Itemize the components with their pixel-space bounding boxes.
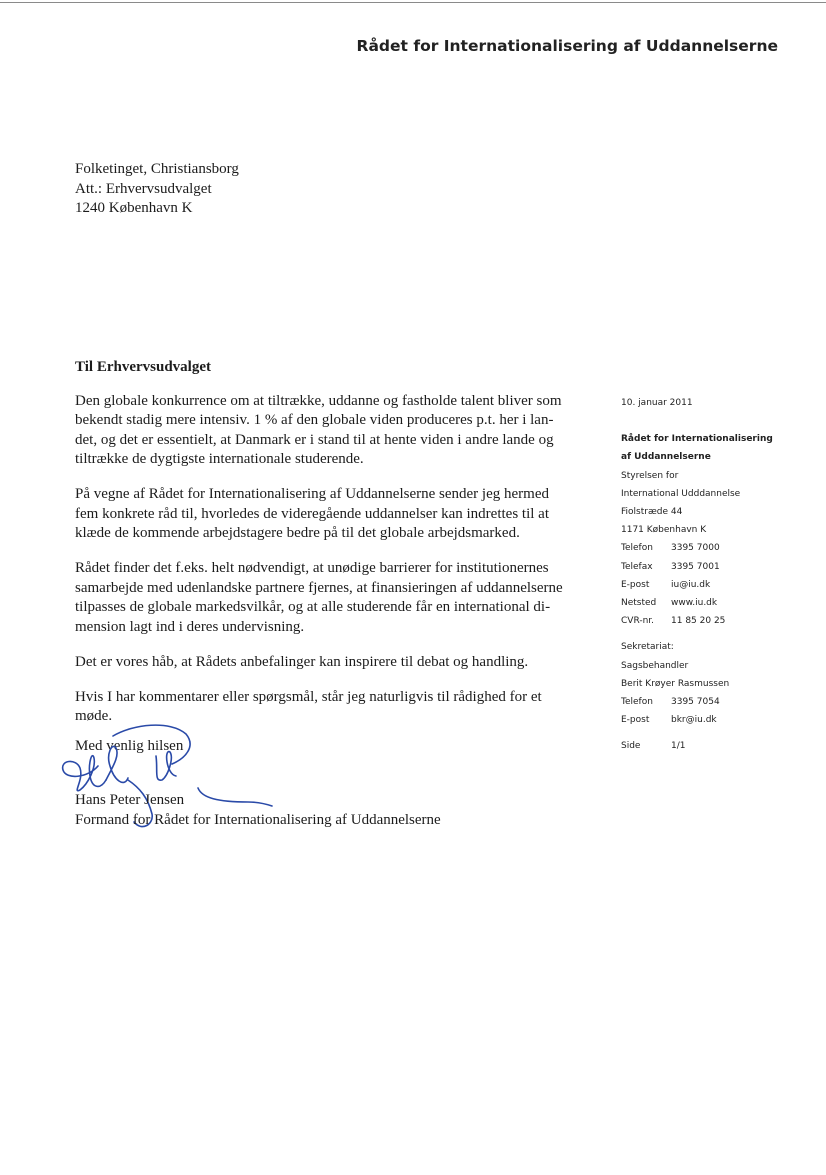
paragraph-line: Den globale konkurrence om at tiltrække, uddanne og fastholde talent bliver som [75, 392, 562, 409]
paragraph-line: møde. [75, 708, 113, 724]
recipient-line: Att.: Erhvervsudvalget [75, 180, 212, 197]
letter-date: 10. januar 2011 [621, 398, 693, 408]
page-value: 1/1 [671, 741, 686, 752]
signer-name: Hans Peter Jensen [75, 792, 185, 808]
contact-row [621, 558, 811, 576]
caseworker-name: Berit Krøyer Rasmussen [621, 678, 730, 689]
contact-row [621, 612, 811, 630]
caseworker-label: Sagsbehandler [621, 660, 689, 671]
sender-org-line: Rådet for Internationalisering [621, 434, 773, 445]
page-number-row [621, 737, 811, 755]
paragraph [75, 653, 595, 673]
contact-value: iu@iu.dk [671, 579, 711, 590]
contact-label: CVR-nr. [621, 616, 655, 627]
contact-value: 3395 7000 [671, 543, 720, 554]
contact-value: bkr@iu.dk [671, 715, 717, 726]
sender-org-line: af Uddannelserne [621, 452, 711, 463]
paragraph-line: Rådet finder det f.eks. helt nødvendigt, at unødige barrierer for institutionernes [75, 560, 549, 576]
paragraph-line: klæde de kommende arbejdstagere bedre på til det globale arbejdsmarked. [75, 525, 520, 541]
paragraph [75, 559, 595, 637]
letter-subject: Til Erhvervsudvalget [75, 359, 211, 375]
contact-value: 11 85 20 25 [671, 616, 726, 627]
paragraph-line: tiltrække de dygtigste internationale studerende. [75, 451, 364, 467]
paragraph-line: bekendt stadig mere intensiv. 1 % af den globale viden produceres p.t. her i lan- [75, 412, 554, 428]
top-border-line [0, 2, 826, 3]
sender-info-column [621, 394, 811, 756]
letter-body [75, 358, 595, 742]
paragraph-line: samarbejde med udenlandske partnere fjernes, at finansieringen af uddannelserne [75, 579, 563, 596]
recipient-address [75, 160, 239, 219]
organization-header: Rådet for Internationalisering af Uddannelserne [356, 37, 778, 55]
contact-row [621, 693, 811, 711]
sender-street: Fiolstræde 44 [621, 507, 683, 518]
contact-label: Telefax [621, 561, 653, 572]
paragraph [75, 392, 595, 470]
recipient-line: Folketinget, Christiansborg [75, 161, 239, 177]
paragraph [75, 485, 595, 544]
sender-sub-line: International Udddannelse [621, 488, 741, 499]
contact-label: Netsted [621, 598, 657, 609]
contact-value: 3395 7054 [671, 697, 720, 708]
page-label: Side [621, 741, 641, 752]
paragraph-line: det, og det er essentielt, at Danmark er i stand til at hente viden i andre lande og [75, 431, 554, 448]
closing-greeting: Med venlig hilsen [75, 738, 184, 754]
paragraph-line: fem konkrete råd til, hvorledes de videregående uddannelser kan indrettes til at [75, 505, 549, 522]
recipient-line: 1240 København K [75, 200, 193, 216]
contact-row [621, 711, 811, 729]
secretariat-label: Sekretariat: [621, 642, 674, 653]
contact-value: www.iu.dk [671, 598, 718, 609]
paragraph-line: Det er vores håb, at Rådets anbefalinger kan inspirere til debat og handling. [75, 653, 529, 670]
signer-title: Formand for Rådet for Internationalisering af Uddannelserne [75, 811, 441, 828]
contact-row [621, 594, 811, 612]
contact-label: E-post [621, 579, 650, 590]
paragraph-line: På vegne af Rådet for Internationalisering af Uddannelserne sender jeg hermed [75, 486, 549, 502]
sender-sub-line: Styrelsen for [621, 470, 679, 481]
contact-row [621, 576, 811, 594]
contact-label: Telefon [621, 697, 653, 708]
contact-label: Telefon [621, 543, 653, 554]
paragraph-line: mension lagt ind i deres undervisning. [75, 618, 305, 635]
paragraph-line: tilpasses de globale markedsvilkår, og at alle studerende får en international di- [75, 599, 551, 615]
signer-block [75, 791, 441, 830]
sender-city: 1171 København K [621, 525, 707, 536]
contact-row [621, 539, 811, 557]
contact-label: E-post [621, 715, 650, 726]
contact-value: 3395 7001 [671, 561, 720, 572]
paragraph-line: Hvis I har kommentarer eller spørgsmål, står jeg naturligvis til rådighed for et [75, 688, 542, 705]
